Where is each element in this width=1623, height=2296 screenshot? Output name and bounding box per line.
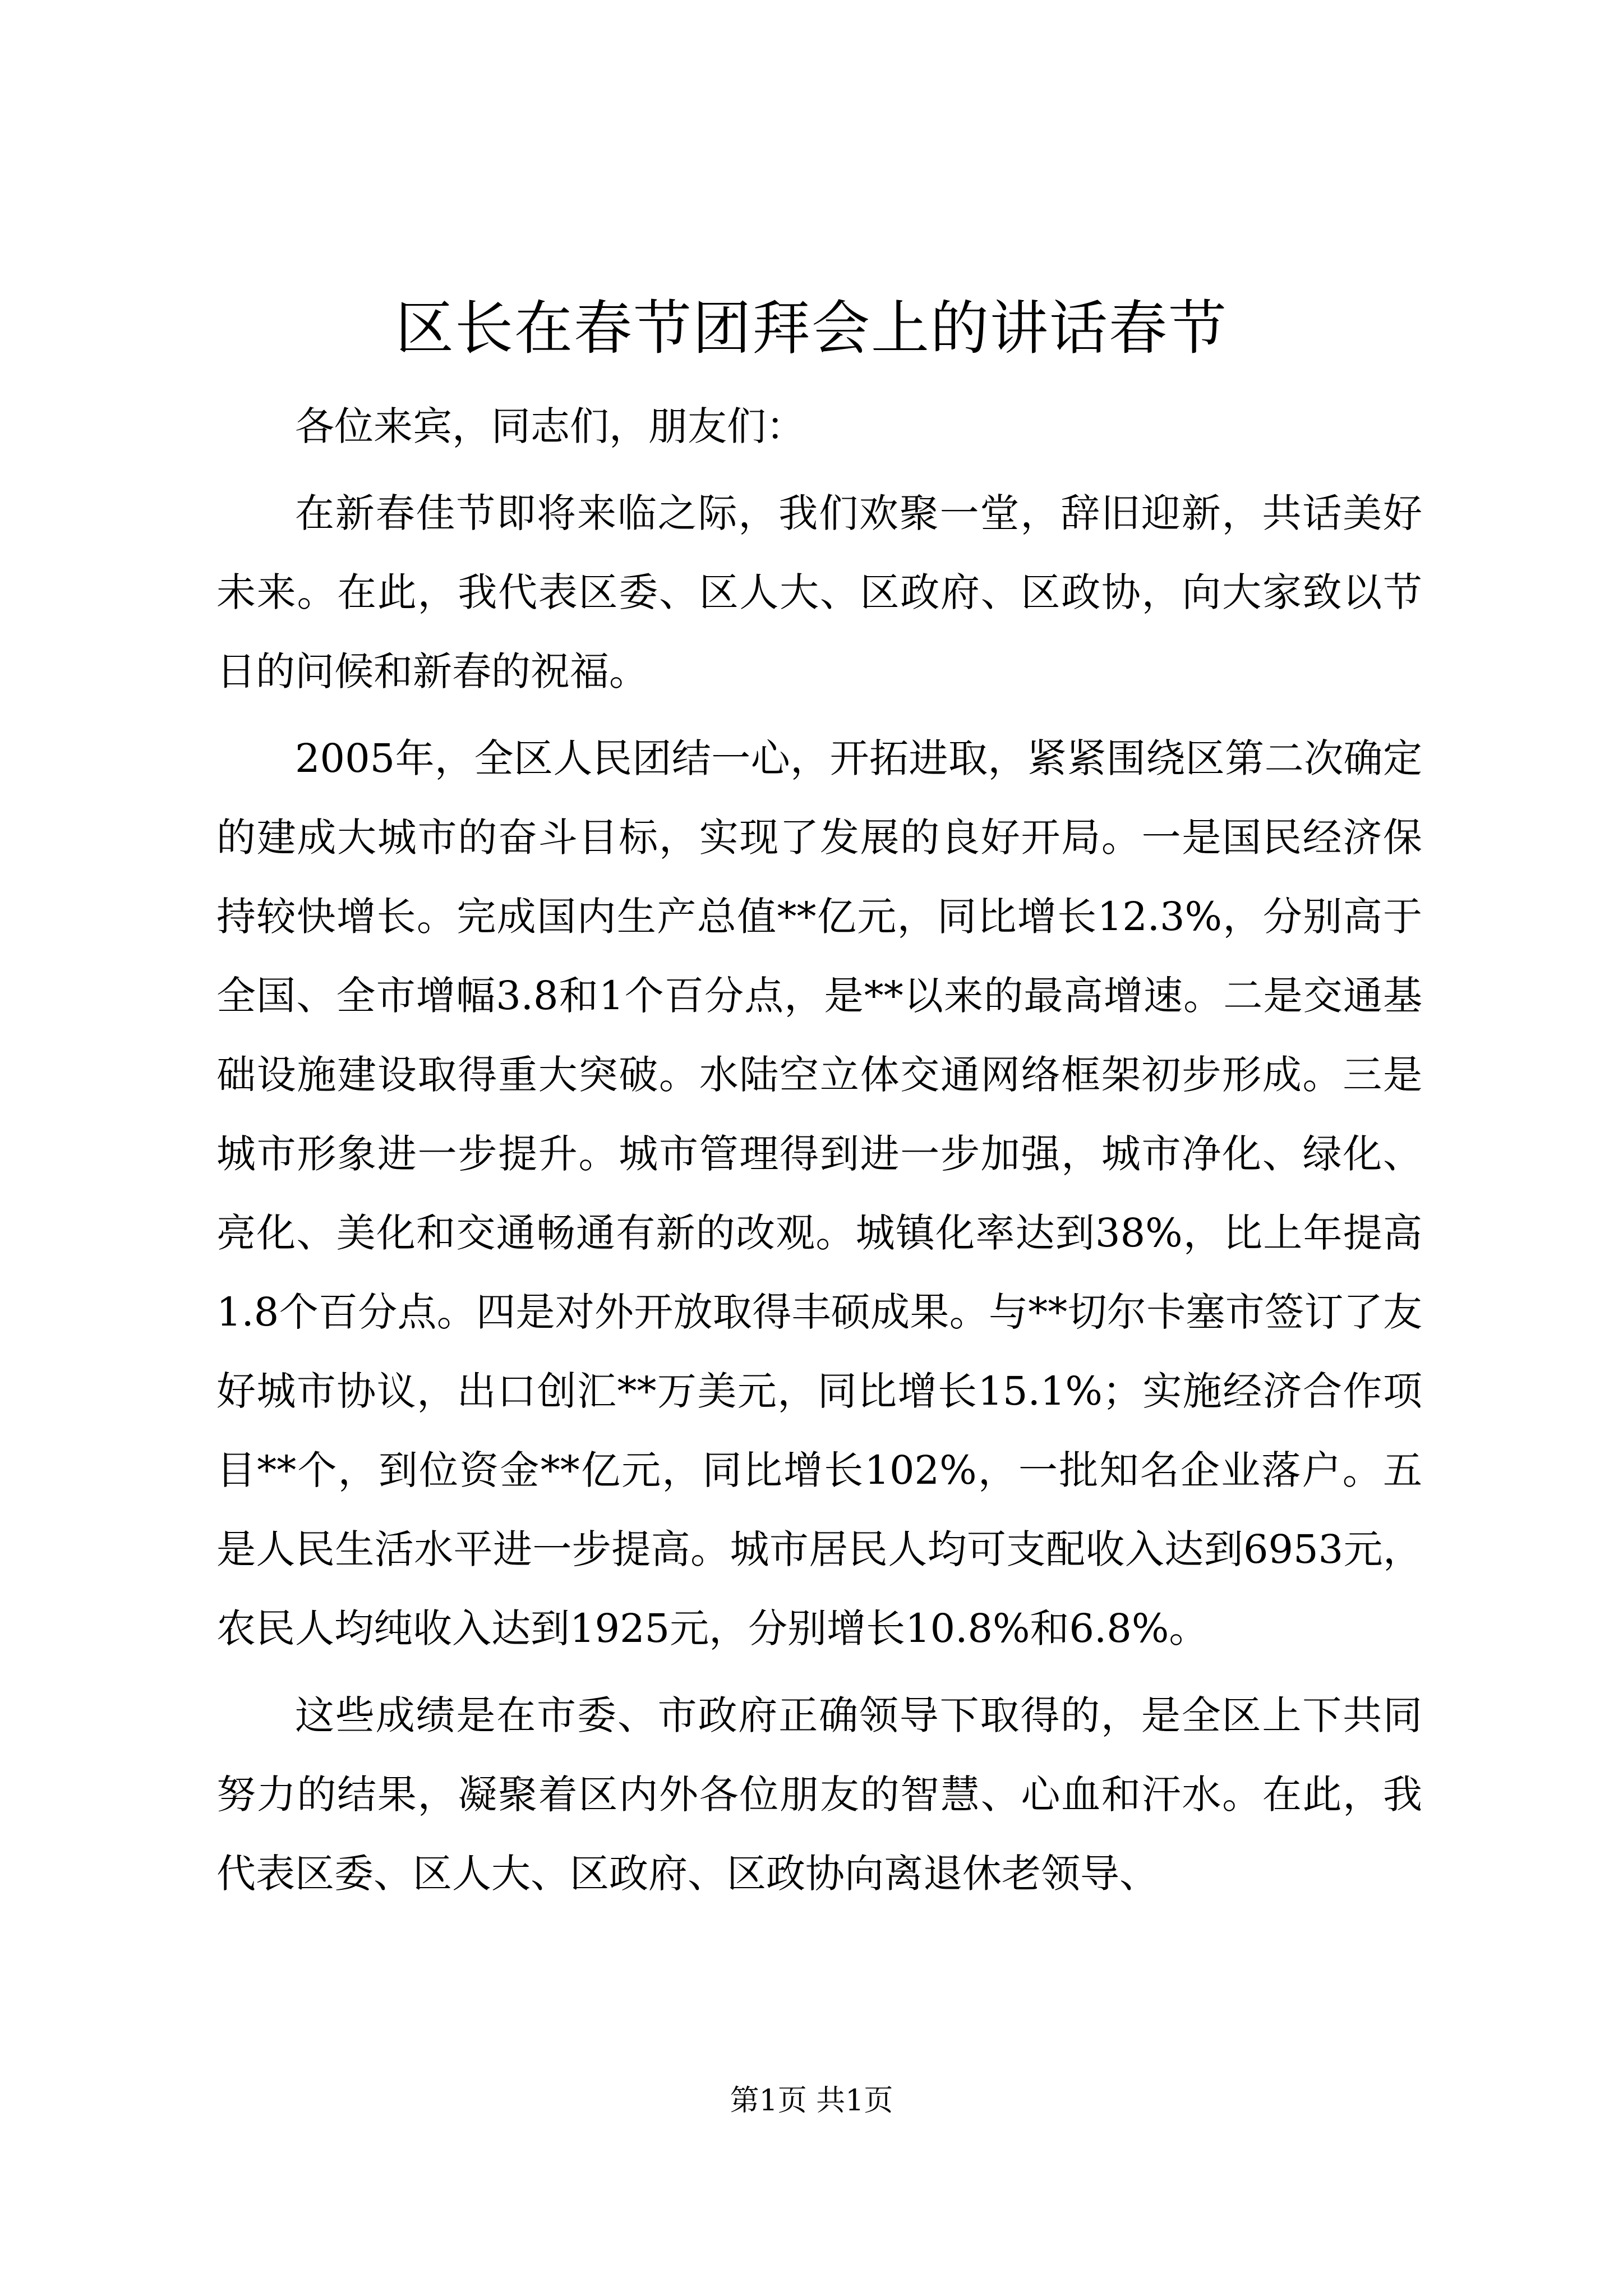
salutation-paragraph: 各位来宾，同志们，朋友们： [295,403,805,449]
document-body [216,387,1422,1921]
greeting-paragraph: 在新春佳节即将来临之际，我们欢聚一堂，辞旧迎新，共话美好未来。在此，我代表区委、区人大、区政府、区政协，向大家致以节日的问候和新春的祝福。 [216,490,1422,694]
page-footer: 第1页 共1页 [730,2084,893,2118]
achievements-paragraph: 2005年，全区人民团结一心，开拓进取，紧紧围绕区第二次确定的建成大城市的奋斗目标，实现了发展的良好开局。一是国民经济保持较快增长。完成国内生产总值**亿元，同比增长12.3%，分别高于全国、全市增幅3.8和1个百分点，是**以来的最高增速。二是交通基础设施建设取得重大突破。水陆空立体交通网络框架初步形成。三是城市形象进一步提升。城市管理得到进一步加强，城市净化、绿化、亮化、美化和交通畅通有新的改观。城镇化率达到38%，比上年提高1.8个百分点。四是对外开放取得丰硕成果。与**切尔卡塞市签订了友好城市协议，出口创汇**万美元，同比增长15.1%；实施经济合作项目**个，到位资金**亿元，同比增长102%，一批知名企业落户。五是人民生活水平进一步提高。城市居民人均可支配收入达到6953元，农民人均纯收入达到1925元，分别增长10.8%和6.8%。 [216,735,1422,1651]
acknowledgement-paragraph: 这些成绩是在市委、市政府正确领导下取得的，是全区上下共同努力的结果，凝聚着区内外各位朋友的智慧、心血和汗水。在此，我代表区委、区人大、区政府、区政协向离退休老领导、 [216,1692,1422,1897]
page-title: 区长在春节团拜会上的讲话春节 [395,294,1228,362]
